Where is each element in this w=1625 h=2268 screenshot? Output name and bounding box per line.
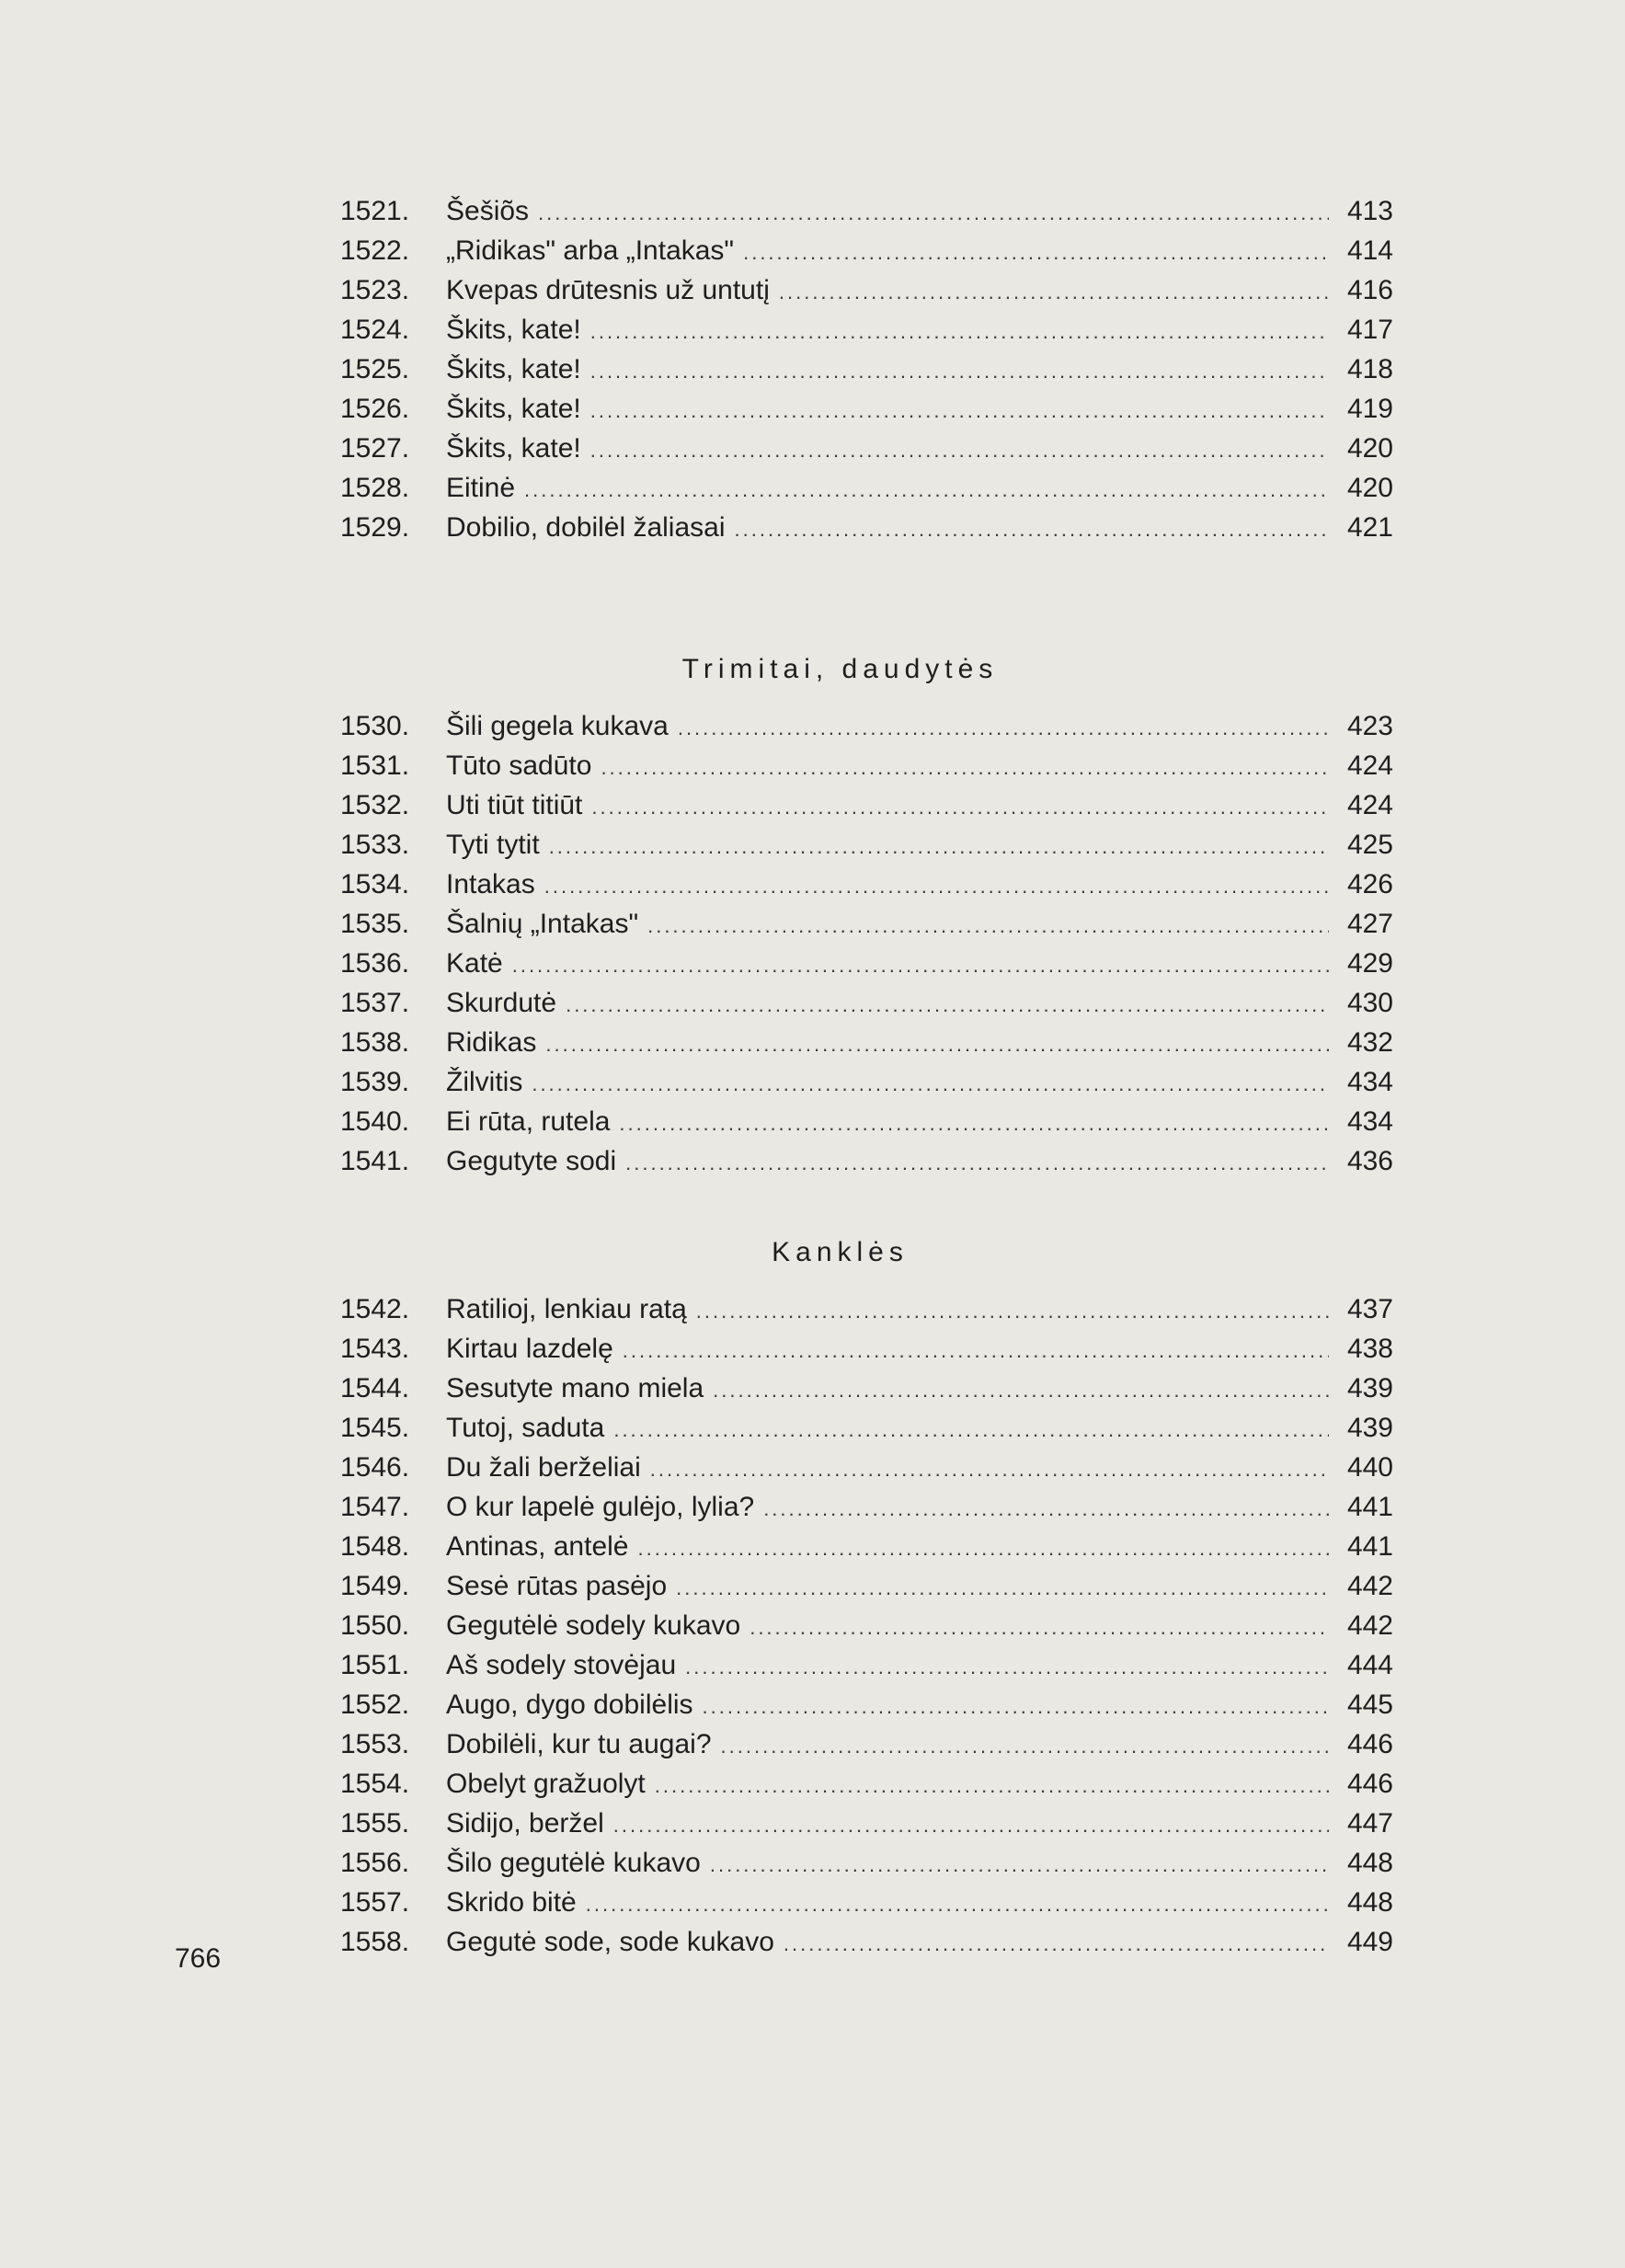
toc-entry [0,429,1625,468]
toc-entry [0,1329,1625,1369]
dot-leader [721,1726,1329,1766]
entry-page-ref: 448 [1346,1848,1393,1878]
entry-line [446,706,1393,748]
entry-number: 1531. [340,750,410,781]
entry-line [446,231,1393,272]
entry-line [446,1804,1393,1845]
entry-number: 1544. [340,1373,410,1403]
dot-leader [590,430,1329,470]
toc-entry [0,1408,1625,1448]
dot-leader [545,1025,1329,1064]
entry-title: Tūto sadūto [446,750,592,781]
entry-line [446,1527,1393,1568]
dot-leader [625,1143,1329,1183]
dot-leader [532,1064,1329,1104]
entry-page-ref: 420 [1346,473,1393,503]
entry-title: Augo, dygo dobilėlis [446,1690,693,1720]
entry-title: Škits, kate! [446,315,581,345]
entry-page-ref: 430 [1346,988,1393,1018]
toc-entry [0,1566,1625,1606]
entry-number: 1529. [340,512,410,543]
entry-page-ref: 420 [1346,433,1393,464]
entry-line [446,1487,1393,1529]
entry-number: 1534. [340,869,410,899]
entry-line [446,1724,1393,1766]
section-heading: Kanklės [772,1237,909,1267]
entry-page-ref: 440 [1346,1452,1393,1483]
entry-number: 1522. [340,235,410,266]
toc-entry [0,1724,1625,1764]
toc-entry [0,825,1625,865]
entry-title: Skrido bitė [446,1887,577,1918]
entry-line [446,746,1393,787]
entry-title: Katė [446,948,503,979]
toc-entry [0,231,1625,270]
entry-line [446,270,1393,312]
toc-entry [0,746,1625,785]
entry-line [446,1448,1393,1489]
entry-title: Kvepas drūtesnis už untutį [446,275,770,305]
toc-entry [0,785,1625,825]
entry-title: Gegutė sode, sode kukavo [446,1927,774,1957]
toc-entry [0,1141,1625,1181]
entry-line [446,429,1393,470]
entry-page-ref: 423 [1346,711,1393,741]
entry-title: Šešiõs [446,196,530,226]
entry-number: 1558. [340,1927,410,1957]
entry-number: 1527. [340,433,410,464]
entry-line [446,468,1393,510]
dot-leader [524,470,1329,510]
entry-page-ref: 441 [1346,1492,1393,1522]
entry-page-ref: 446 [1346,1769,1393,1799]
entry-title: Gegutyte sodi [446,1146,617,1176]
entry-line [446,1883,1393,1924]
toc-entry [0,1448,1625,1487]
entry-line [446,825,1393,866]
dot-leader [685,1647,1329,1687]
entry-line [446,1369,1393,1410]
toc-entry [0,1843,1625,1883]
entry-page-ref: 418 [1346,354,1393,384]
toc-entry [0,904,1625,944]
toc-entry [0,983,1625,1023]
entry-number: 1524. [340,315,410,345]
toc-entry [0,1102,1625,1141]
dot-leader [743,233,1329,272]
entry-page-ref: 414 [1346,235,1393,266]
toc-section [0,651,1625,1181]
dot-leader [637,1529,1329,1568]
dot-leader [549,827,1329,866]
entry-page-ref: 413 [1346,196,1393,226]
entry-page-ref: 436 [1346,1146,1393,1176]
toc-entry [0,706,1625,746]
entry-number: 1537. [340,988,410,1018]
dot-leader [784,1924,1329,1964]
dot-leader [703,1687,1329,1726]
entry-line [446,944,1393,985]
entry-number: 1521. [340,196,410,226]
entry-page-ref: 438 [1346,1334,1393,1364]
entry-page-ref: 444 [1346,1650,1393,1680]
entry-line [446,785,1393,827]
entry-number: 1540. [340,1106,410,1137]
entry-line [446,1685,1393,1726]
entry-page-ref: 432 [1346,1027,1393,1058]
entry-number: 1547. [340,1492,410,1522]
entry-title: Uti tiūt titiūt [446,790,583,820]
entry-title: Intakas [446,869,535,899]
entry-line [446,1408,1393,1449]
entry-title: Ratilioj, lenkiau ratą [446,1294,687,1324]
entry-number: 1553. [340,1729,410,1759]
entry-page-ref: 442 [1346,1610,1393,1641]
dot-leader [544,866,1329,906]
entry-number: 1556. [340,1848,410,1878]
page-number: 766 [175,1943,222,1974]
entry-number: 1541. [340,1146,410,1176]
dot-leader [650,1449,1329,1489]
entry-number: 1549. [340,1571,410,1601]
entry-line [446,1023,1393,1064]
entry-line [446,1843,1393,1884]
entry-number: 1526. [340,394,410,424]
entry-title: Tyti tytit [446,830,540,860]
entry-title: Ei rūta, rutela [446,1106,611,1137]
entry-number: 1548. [340,1531,410,1562]
entry-number: 1554. [340,1769,410,1799]
dot-leader [590,391,1329,430]
toc-section [0,191,1625,547]
entry-title: Antinas, antelė [446,1531,629,1562]
entry-title: Skurdutė [446,988,557,1018]
dot-leader [613,1410,1329,1449]
entry-title: Eitinė [446,473,516,503]
dot-leader [601,748,1329,787]
dot-leader [623,1331,1329,1370]
entry-number: 1523. [340,275,410,305]
entry-line [446,983,1393,1025]
dot-leader [613,1805,1329,1845]
entry-number: 1535. [340,909,410,939]
entry-number: 1551. [340,1650,410,1680]
entry-page-ref: 424 [1346,790,1393,820]
entry-number: 1530. [340,711,410,741]
entry-page-ref: 424 [1346,750,1393,781]
entry-line [446,508,1393,549]
entry-line [446,1329,1393,1370]
toc-entry [0,270,1625,310]
toc-entry [0,310,1625,349]
entry-number: 1545. [340,1413,410,1443]
toc-entry [0,1289,1625,1329]
entry-title: Škits, kate! [446,394,581,424]
entry-number: 1532. [340,790,410,820]
entry-page-ref: 434 [1346,1067,1393,1097]
entry-line [446,1566,1393,1608]
dot-leader [512,945,1329,985]
toc-entry [0,1922,1625,1962]
entry-title: Sidijo, beržel [446,1808,604,1838]
entry-page-ref: 448 [1346,1887,1393,1918]
toc-entry [0,1685,1625,1724]
toc-section [0,1234,1625,1962]
entry-title: Dobilio, dobilėl žaliasai [446,512,726,543]
entry-title: Dobilėli, kur tu augai? [446,1729,712,1759]
entry-page-ref: 442 [1346,1571,1393,1601]
section-heading: Trimitai, daudytės [681,654,999,684]
entry-page-ref: 447 [1346,1808,1393,1838]
dot-leader [735,510,1329,549]
entry-number: 1550. [340,1610,410,1641]
toc-entry [0,1487,1625,1527]
toc-entry [0,1062,1625,1102]
entry-line [446,1645,1393,1687]
entry-page-ref: 437 [1346,1294,1393,1324]
entry-page-ref: 417 [1346,315,1393,345]
entry-title: Aš sodely stovėjau [446,1650,677,1680]
entry-title: Obelyt gražuolyt [446,1769,646,1799]
toc-entry [0,349,1625,389]
toc-entry [0,1645,1625,1685]
entry-title: Kirtau lazdelę [446,1334,613,1364]
entry-line [446,389,1393,430]
entry-page-ref: 449 [1346,1927,1393,1957]
toc-entry [0,1369,1625,1408]
entry-line [446,1062,1393,1104]
entry-number: 1552. [340,1690,410,1720]
entry-line [446,1289,1393,1331]
dot-leader [713,1370,1329,1410]
dot-leader [676,1568,1329,1608]
toc-entry [0,389,1625,429]
entry-title: Šalnių „Intakas" [446,909,639,939]
entry-line [446,1141,1393,1183]
toc-entry [0,468,1625,508]
entry-page-ref: 446 [1346,1729,1393,1759]
entry-number: 1538. [340,1027,410,1058]
toc-entry [0,1023,1625,1062]
entry-number: 1555. [340,1808,410,1838]
dot-leader [619,1104,1329,1143]
toc-entry [0,1527,1625,1566]
entry-line [446,191,1393,233]
entry-title: Sesė rūtas pasėjo [446,1571,668,1601]
entry-page-ref: 419 [1346,394,1393,424]
entry-number: 1525. [340,354,410,384]
entry-number: 1533. [340,830,410,860]
entry-page-ref: 441 [1346,1531,1393,1562]
toc-entry [0,1764,1625,1804]
entry-title: Škits, kate! [446,354,581,384]
entry-title: Škits, kate! [446,433,581,464]
toc-entry [0,1606,1625,1645]
entry-page-ref: 426 [1346,869,1393,899]
toc-entry [0,508,1625,547]
dot-leader [710,1845,1329,1884]
entry-page-ref: 439 [1346,1373,1393,1403]
entry-title: Du žali berželiai [446,1452,641,1483]
entry-number: 1546. [340,1452,410,1483]
entry-number: 1539. [340,1067,410,1097]
entry-number: 1536. [340,948,410,979]
entry-page-ref: 439 [1346,1413,1393,1443]
entry-page-ref: 434 [1346,1106,1393,1137]
toc-entry [0,191,1625,231]
entry-title: „Ridikas" arba „Intakas" [446,235,735,266]
dot-leader [696,1291,1329,1331]
toc-entry [0,1883,1625,1922]
dot-leader [647,906,1329,945]
dot-leader [586,1884,1329,1924]
entry-page-ref: 425 [1346,830,1393,860]
entry-line [446,1102,1393,1143]
toc-entry [0,944,1625,983]
dot-leader [566,985,1329,1025]
entry-number: 1528. [340,473,410,503]
entry-title: Ridikas [446,1027,537,1058]
dot-leader [763,1489,1329,1529]
toc-entry [0,1804,1625,1843]
entry-line [446,865,1393,906]
toc-entry [0,865,1625,904]
entry-number: 1542. [340,1294,410,1324]
entry-line [446,1764,1393,1805]
entry-title: O kur lapelė gulėjo, lylia? [446,1492,755,1522]
dot-leader [655,1766,1329,1805]
entry-line [446,310,1393,351]
entry-line [446,1922,1393,1964]
entry-title: Žilvitis [446,1067,523,1097]
entry-number: 1543. [340,1334,410,1364]
entry-page-ref: 427 [1346,909,1393,939]
dot-leader [590,351,1329,391]
entry-title: Gegutėlė sodely kukavo [446,1610,741,1641]
dot-leader [538,193,1329,233]
entry-page-ref: 429 [1346,948,1393,979]
entry-title: Šilo gegutėlė kukavo [446,1848,701,1878]
entry-title: Šili gegela kukava [446,711,669,741]
entry-title: Sesutyte mano miela [446,1373,704,1403]
entry-number: 1557. [340,1887,410,1918]
dot-leader [779,272,1329,312]
dot-leader [678,708,1329,748]
dot-leader [590,312,1329,351]
dot-leader [750,1608,1329,1647]
entry-line [446,349,1393,391]
entry-line [446,904,1393,945]
dot-leader [591,787,1329,827]
entry-page-ref: 445 [1346,1690,1393,1720]
entry-page-ref: 421 [1346,512,1393,543]
entry-page-ref: 416 [1346,275,1393,305]
entry-line [446,1606,1393,1647]
entry-title: Tutoj, saduta [446,1413,605,1443]
